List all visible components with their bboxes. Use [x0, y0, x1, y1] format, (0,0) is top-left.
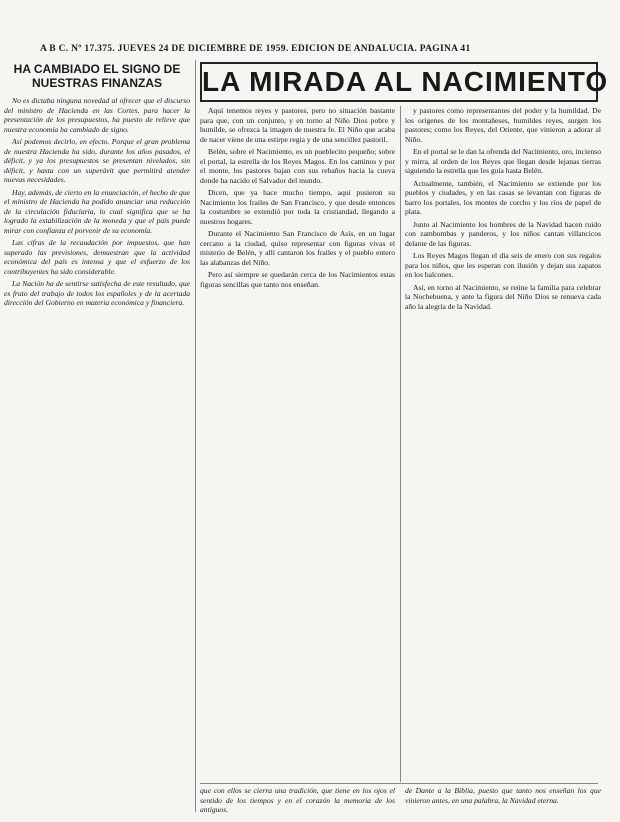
main-paragraph: Durante el Nacimiento San Francisco de Asís, en un lugar cercano a la ciudad, quiso representar con figuras vivas el misterio de Belén, y allí cantaron los frailes y el pueblo entero las alabanzas del Niño. [200, 229, 395, 267]
bottom-text-right: de Dante a la Biblia, puesto que tanto nos enseñan los que vinieron antes, en una palabra, la Navidad eterna. [405, 786, 601, 805]
bottom-divider [200, 783, 598, 784]
main-article-body-2 [405, 106, 601, 311]
left-paragraph: Hay, además, de cierto en la enunciación, el hecho de que el ministro de Hacienda ha podido anunciar una reducción de la circulación fiduciaria, lo cual significa que se ha logrado la estabilización de la moneda y que el país puede mirar con confianza el porvenir de su economía. [4, 187, 190, 235]
main-paragraph: Actualmente, también, el Nacimiento se extiende por los pueblos y ciudades, y en las casas se levantan con figuras de barro los portales, los montes de corcho y los ríos de papel de plata. [405, 178, 601, 216]
main-paragraph: Belén, sobre el Nacimiento, es un pueblecito pequeño; sobre el portal, la estrella de los Reyes Magos. En los caminos y por el monte, los pastores bajan con sus rebaños hacia la cueva donde ha nacido el Salvador del mundo. [200, 147, 395, 185]
main-article-title: LA MIRADA AL NACIMIENTO [200, 62, 598, 102]
main-article-column-1 [200, 106, 395, 782]
main-paragraph: Los Reyes Magos llegan el día seis de enero con sus regalos para los niños, que les esperan con ilusión y dejan sus zapatos en los balcones. [405, 251, 601, 279]
left-paragraph: Las cifras de la recaudación por impuestos, que han superado las previsiones, demuestran que la actividad económica del país es intensa y que el esfuerzo de los contribuyentes ha sido considerable. [4, 238, 190, 276]
column-divider [195, 60, 196, 812]
page-header: A B C. Nº 17.375. JUEVES 24 DE DICIEMBRE DE 1959. EDICION DE ANDALUCIA. PAGINA 41 [40, 44, 471, 54]
left-paragraph: Así podemos decirlo, en efecto. Porque el gran problema de nuestra Hacienda ha sido, durante los años pasados, el déficit, y ya los presupuestos se presentan nivelados, sin déficit, y hasta con un superávit que permitirá atender nuevas necesidades. [4, 137, 190, 184]
bottom-text-left: que con ellos se cierra una tradición, que tiene en los ojos el sentido de los tiempos y en el corazón la memoria de los antiguos. [200, 786, 395, 814]
left-article-body [4, 96, 190, 308]
left-paragraph: La Nación ha de sentirse satisfecha de este resultado, que es fruto del trabajo de todos los españoles y de la acertada dirección del Gobierno en materia económica y financiera. [4, 279, 190, 307]
main-paragraph: Dicen, que ya hace mucho tiempo, aquí pusieron su Nacimiento los frailes de San Francisco, y que desde entonces la costumbre se extendió por toda la cristiandad, llegando a nuestros hogares. [200, 188, 395, 226]
column-divider [400, 106, 401, 782]
main-article-body-1 [200, 106, 395, 289]
main-paragraph: Aquí tenemos reyes y pastores, pero no situación bastante para que, con un conjunto, y en torno al Niño Dios pobre y humilde, se ofrezca la imagen de nuestra fe. El Niño que acaba de nacer viene de una estirpe regia y de una sencillez pastoril. [200, 106, 395, 144]
main-article-column-2 [405, 106, 601, 782]
main-paragraph: En el portal se le dan la ofrenda del Nacimiento, oro, incienso y mirra, al orden de los Reyes que llegan desde lejanas tierras siguiendo la estrella que les guía hasta Belén. [405, 147, 601, 175]
main-paragraph: Pero así siempre se quedarán cerca de los Nacimientos estas figuras sencillas que tanto nos enseñan. [200, 270, 395, 289]
main-paragraph: Junto al Nacimiento los hombres de la Navidad hacen ruido con zambombas y panderos, y los niños cantan villancicos delante de las figuras. [405, 219, 601, 248]
main-paragraph: y pastores como representantes del poder y la humildad. De los orígenes de los montañeses, humildes reyes, surgen los pastores; como los Reyes, del Oriente, que vinieron a adorar al Niño. [405, 106, 601, 144]
left-paragraph: No es dictaba ninguna novedad al ofrecer que el discurso del ministro de Hacienda en las Cortes, para hacer la presentación de los presupuestos, ha puesto de relieve que nuestra economía ha cambiado de signo. [4, 96, 190, 134]
left-article [4, 60, 190, 812]
left-article-title: HA CAMBIADO EL SIGNO DE NUESTRAS FINANZAS [13, 62, 181, 90]
main-paragraph: Así, en torno al Nacimiento, se reúne la familia para celebrar la Nochebuena, y ante la figura del Niño Dios se renueva cada año la alegría de la Navidad. [405, 282, 601, 311]
